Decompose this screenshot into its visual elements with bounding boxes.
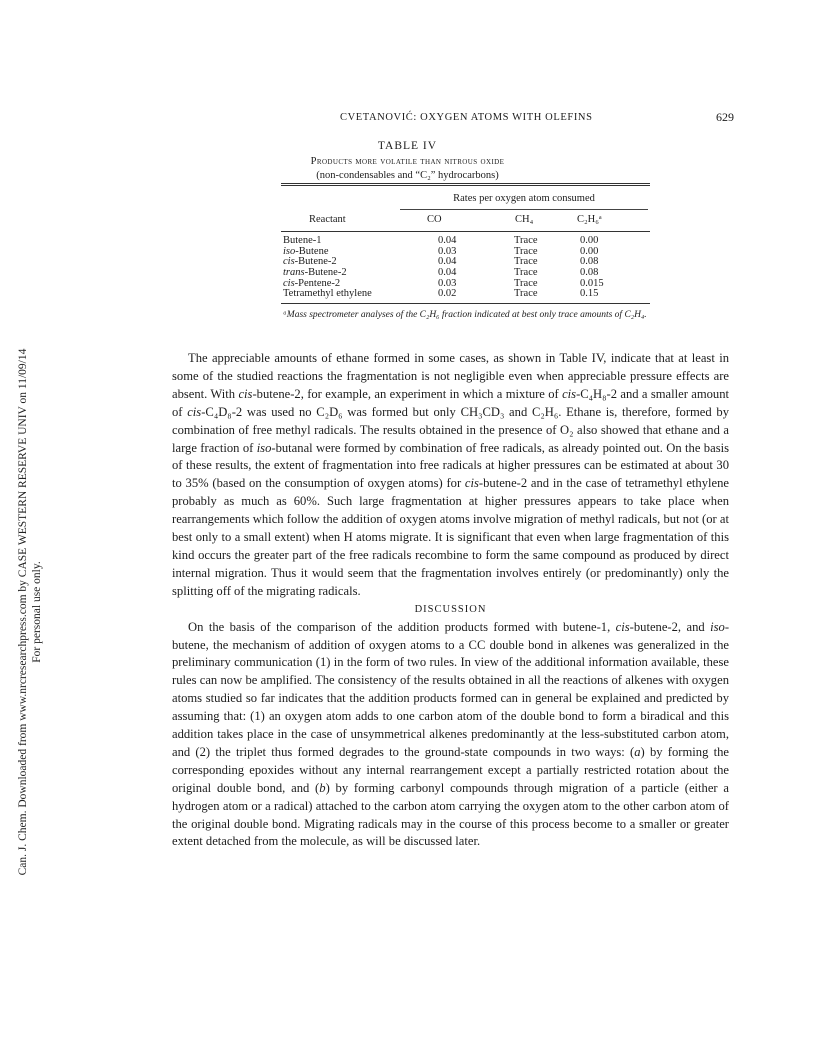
table-group-rule (400, 209, 648, 210)
reactant-prefix: cis (283, 277, 295, 289)
cell-c2h6: 0.00 (580, 235, 599, 246)
italic-term: cis (187, 404, 202, 419)
italic-term: cis (615, 619, 630, 634)
reactant-name: -Butene (295, 245, 329, 257)
reactant-name: -Butene-2 (304, 267, 347, 279)
reactant-name: Tetramethyl ethylene (283, 288, 372, 300)
reactant-name: -Pentene-2 (294, 277, 341, 289)
text-run: -butene-2, for example, an experiment in which a mixture of (252, 386, 563, 401)
text-run: On the basis of the comparison of the addition products formed with butene-1, (188, 619, 616, 634)
paragraph-2 (172, 619, 729, 852)
table-caption (0, 155, 815, 183)
text-run: -C₄D₈-2 was used no C₂D₆ was formed but only CH₃CD₃ and C₂H₆. Ethane is, therefore, formed by combination of free methyl radicals. The results obtained in the presence of O₂ also showed that ethane and a large fraction of (172, 404, 730, 455)
cell-ch4: Trace (514, 288, 538, 300)
watermark-line-1: Can. J. Chem. Downloaded from www.nrcresearchpress.com by CASE WESTERN RESERVE UNIV on 11/09/14 (17, 348, 29, 876)
reactant-name: Butene-1 (283, 235, 322, 246)
italic-term: cis (238, 386, 253, 401)
table-header-rule (281, 231, 650, 232)
reactant-name: -Butene-2 (294, 256, 337, 268)
cell-co: 0.04 (438, 256, 457, 268)
text-run: ) by forming the corresponding epoxides without any internal rearrangement except a partially restricted rotation about the original double bond, and ( (172, 744, 729, 795)
text-run: ) by forming carbonyl compounds through migration of a particle (either a hydrogen atom or a radical) attached to the carbon atom carrying the oxygen atom to the other carbon atom of the original double bond. Migrating radicals may in the course of this process become to a smaller or greater extent detached from the molecule, as will be discussed later. (172, 780, 729, 849)
text-run: The appreciable amounts of ethane formed in some cases, as shown in Table IV, indicate that at least in some of the studied reactions the fragmentation is not negligible even when appreciable pressure effects are absent. With (172, 351, 729, 401)
italic-term: iso (710, 619, 725, 634)
cell-co: 0.02 (438, 288, 457, 300)
cell-co: 0.03 (438, 245, 457, 257)
cell-c2h6: 0.00 (580, 245, 599, 257)
text-run: -butene-2 and in the case of tetramethyl ethylene probably as much as 60%. Such large fragmentation at higher pressures appears to take place when rearrangements which follow the addition of oxygen atoms involve migration of methyl radicals, but not (or at best only to a small extent) when H atoms migrate. It is significant that even when large fragmentation of this kind occurs the greater part of the free radicals recombine to form the same compound as produced by direct internal migration. Thus it would seem that the fragmentation involves entirely (or predominantly) only the splitting off of the migrating radicals. (172, 476, 729, 598)
reactant-prefix: cis (283, 256, 295, 268)
table-group-header: Rates per oxygen atom consumed (453, 193, 595, 204)
italic-term: iso (256, 440, 272, 455)
cell-co: 0.04 (438, 235, 457, 246)
italic-term: a (634, 744, 641, 759)
table-footnote: ᵃMass spectrometer analyses of the C₂H₆ fraction indicated at best only trace amounts of C₂H₄. (283, 310, 647, 320)
paragraph-1 (172, 350, 729, 601)
col-header-reactant: Reactant (309, 214, 346, 225)
col-header-c2h6: C₂H₆ᵃ (577, 214, 602, 225)
table-bottom-rule (281, 303, 650, 304)
discussion-heading: DISCUSSION (414, 603, 487, 615)
reactant-prefix: iso (283, 245, 296, 257)
italic-term: cis (464, 476, 479, 491)
cell-co: 0.04 (438, 267, 457, 279)
table-top-rule (281, 183, 650, 184)
cell-ch4: Trace (514, 256, 538, 268)
running-title: CVETANOVIĆ: OXYGEN ATOMS WITH OLEFINS (340, 112, 593, 123)
cell-c2h6: 0.08 (580, 256, 599, 268)
table-title: TABLE IV (377, 140, 438, 152)
cell-ch4: Trace (514, 235, 538, 246)
body-text (172, 350, 729, 851)
cell-ch4: Trace (514, 267, 538, 279)
cell-ch4: Trace (514, 245, 538, 257)
italic-term: cis (562, 386, 577, 401)
reactant-prefix: trans (283, 267, 305, 279)
watermark-line-2: For personal use only. (31, 561, 43, 663)
text-run: -C₄H₈-2 and a smaller amount of (172, 386, 729, 419)
table-caption-line-1: Products more volatile than nitrous oxide (310, 156, 505, 167)
col-header-ch4: CH₄ (515, 214, 534, 225)
cell-c2h6: 0.015 (580, 277, 604, 289)
cell-reactant (283, 289, 372, 300)
table-top-rule-2 (281, 185, 650, 186)
italic-term: b (319, 780, 326, 795)
cell-c2h6: 0.15 (580, 288, 599, 300)
text-run: -butene-2, and (629, 619, 711, 634)
table-body (281, 236, 650, 300)
cell-ch4: Trace (514, 277, 538, 289)
table-caption-line-2: (non-condensables and “C₂” hydrocarbons) (316, 170, 499, 181)
col-header-co: CO (427, 214, 442, 225)
table-row (281, 289, 650, 300)
text-run: -butene, the mechanism of addition of oxygen atoms to a CC double bond in alkenes was generalized in the preliminary communication (1) in the form of two rules. In view of the additional information available, these rules can now be amplified. The consistency of the results obtained in all the reactions of alkenes with oxygen atoms studied so far indicates that the addition products formed can in general be explained and predicted by assuming that: (1) an oxygen atom adds to one carbon atom of the double bond to form a biradical and this addition takes place in the case of unsymmetrical alkenes predominantly at the less-substituted carbon atom, and (2) the triplet thus formed degrades to the ground-state compounds in two ways: ( (172, 619, 730, 759)
page-number: 629 (716, 110, 734, 124)
cell-c2h6: 0.08 (580, 267, 599, 279)
cell-co: 0.03 (438, 277, 457, 289)
text-run: -butanal were formed by combination of free radicals, as already pointed out. On the basis of these results, the extent of fragmentation into free radicals at higher pressures can be estimated at about 30 to 35% (based on the consumption of oxygen atoms) for (172, 440, 729, 491)
